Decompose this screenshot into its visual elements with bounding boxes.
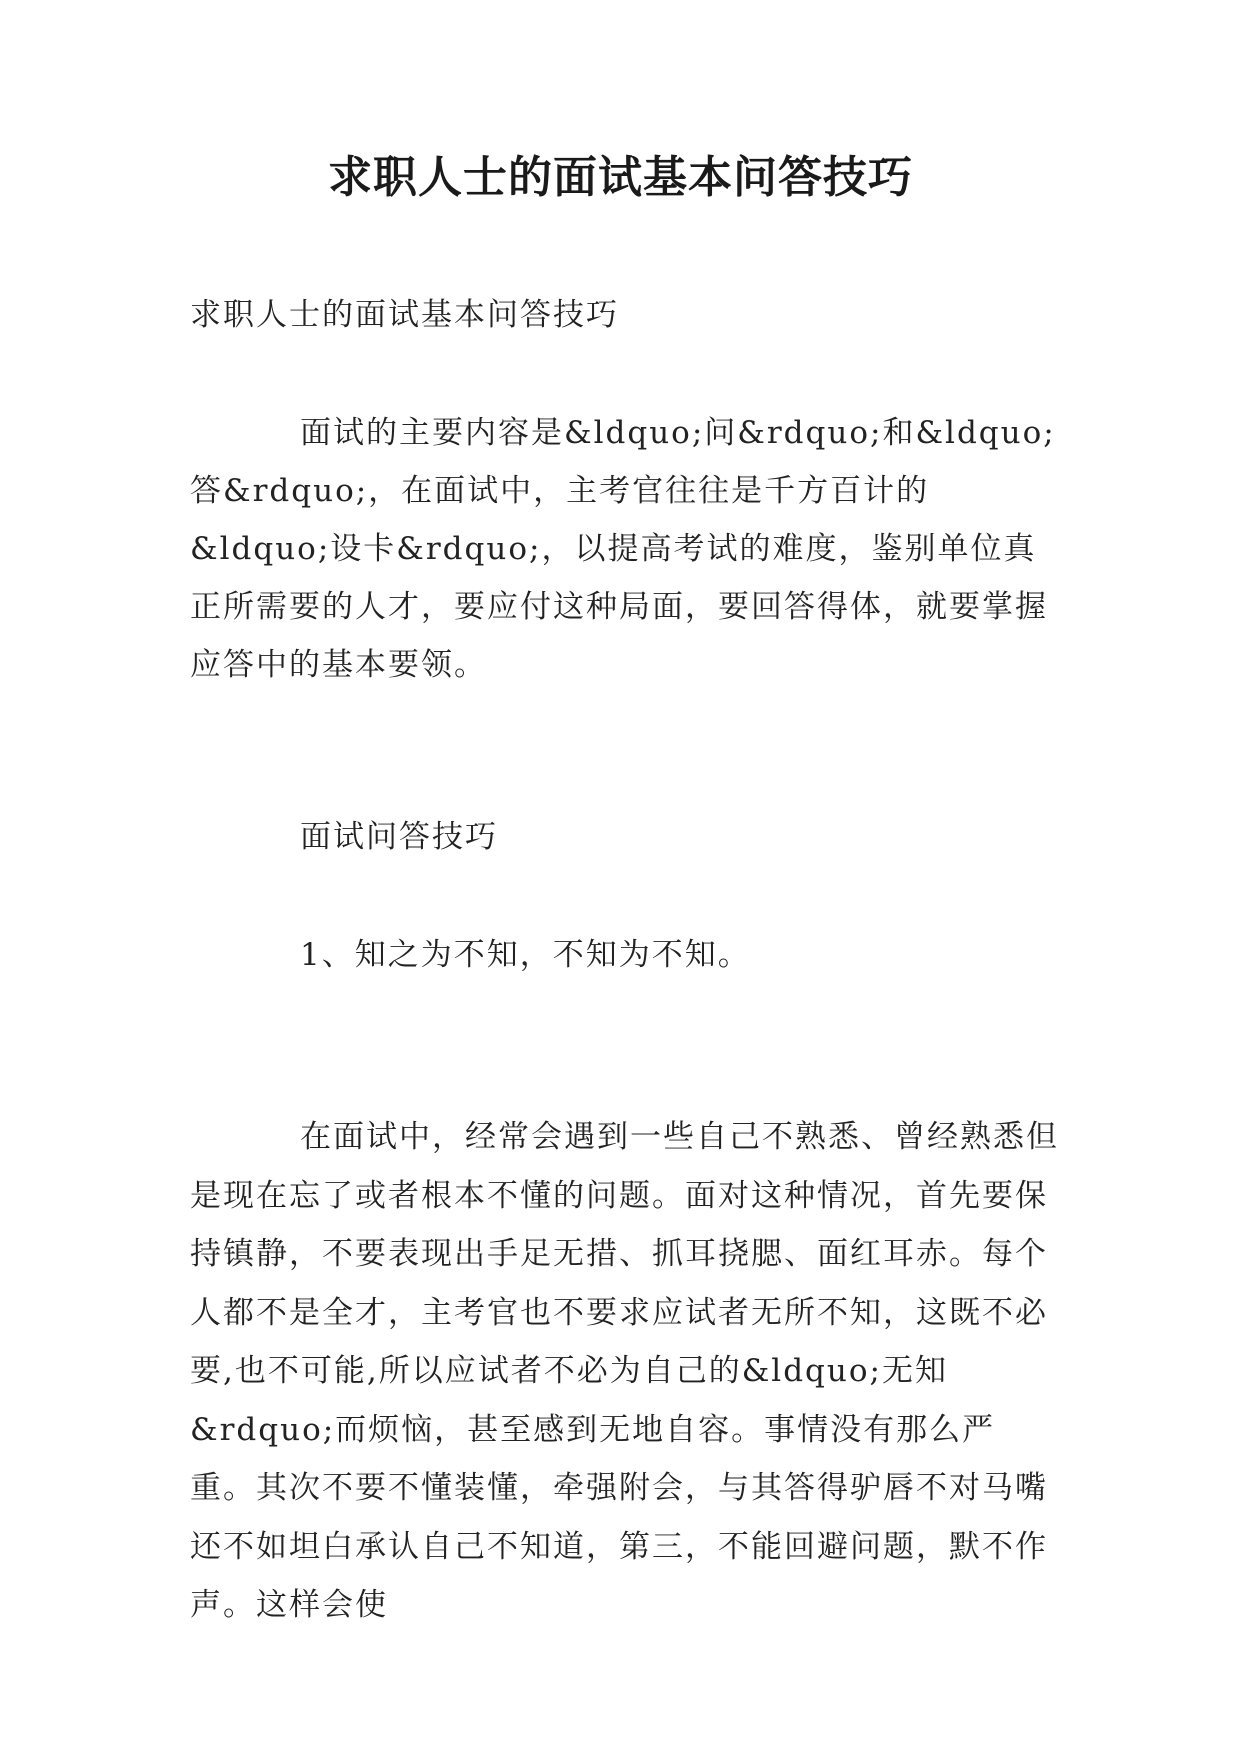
document-title: 求职人士的面试基本问答技巧 (328, 152, 913, 203)
paragraph-item1-body (190, 1108, 1060, 1635)
list-item-1: 1、知之为不知，不知为不知。 (300, 937, 751, 973)
paragraph-item1-text: 在面试中，经常会遇到一些自己不熟悉、曾经熟悉但是现在忘了或者根本不懂的问题。面对这种情况，首先要保持镇静，不要表现出手足无措、抓耳挠腮、面红耳赤。每个人都不是全才，主考官也不要求应试者无所不知，这既不必要,也不可能,所以应试者不必为自己的&ldquo;无知&rdquo;而烦恼，甚至感到无地自容。事情没有那么严重。其次不要不懂装懂，牵强附会，与其答得驴唇不对马嘴还不如坦白承认自己不知道，第三，不能回避问题，默不作声。这样会使 (190, 1119, 1059, 1623)
paragraph-intro-text: 面试的主要内容是&ldquo;问&rdquo;和&ldquo;答&rdquo;，在面试中，主考官往往是千方百计的&ldquo;设卡&rdquo;，以提高考试的难度，鉴别单位真正所需要的人才，要应付这种局面，要回答得体，就要掌握应答中的基本要领。 (190, 415, 1056, 683)
section-heading: 面试问答技巧 (300, 819, 498, 855)
document-subtitle: 求职人士的面试基本问答技巧 (190, 297, 619, 333)
paragraph-intro (190, 404, 1060, 694)
